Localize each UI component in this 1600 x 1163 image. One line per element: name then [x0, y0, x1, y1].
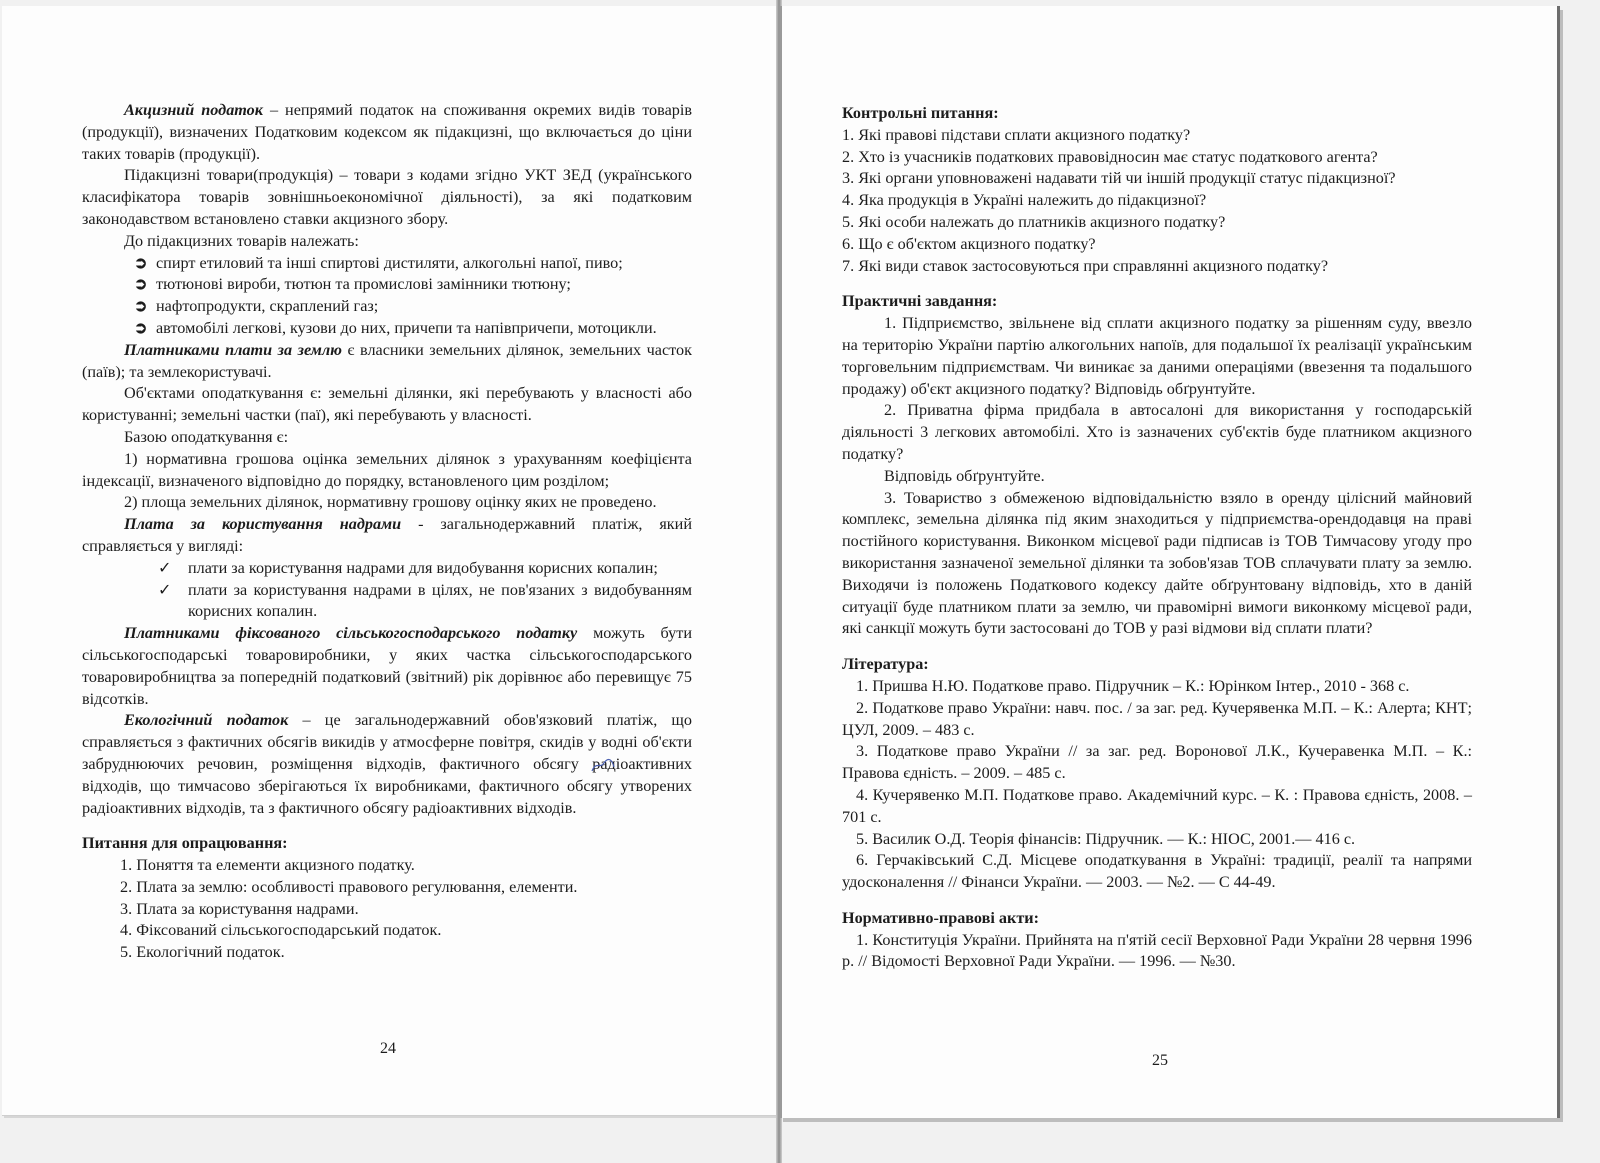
- list-item: ✓ плати за користування надрами в цілях, не пов'язаних з видобуванням корисних копалин.: [158, 580, 692, 621]
- excise-goods-definition: Підакцизні товари(продукція) – товари з кодами згідно УКТ ЗЕД (українського класифікатора товарів зовнішньоекономічної діяльності), за які податковим законодавством встановлено ставки акцизного збору.: [82, 166, 692, 228]
- land-base-item: 2) площа земельних ділянок, нормативну грошову оцінку яких не проведено.: [124, 493, 657, 512]
- list-item: ➲ автомобілі легкові, кузови до них, причепи та напівпричепи, мотоцикли.: [134, 318, 692, 340]
- control-questions-heading: Контрольні питання:: [842, 104, 999, 122]
- practical-tasks-heading: Практичні завдання:: [842, 292, 998, 311]
- control-questions-list: [842, 125, 1472, 278]
- excise-goods-list: [134, 253, 692, 340]
- list-item: 4. Фіксований сільськогосподарський податок.: [120, 921, 442, 940]
- land-base-item: 1) нормативна грошова оцінка земельних ділянок з урахуванням коефіцієнта індексації, визначеного відповідно до порядку, встановленого цим розділом;: [82, 449, 692, 490]
- practical-task-3: 3. Товариство з обмеженою відповідальністю взяло в оренду цілісний майновий комплекс, земельна ділянка під яким знаходиться у підприємства-орендодавця на праві постійного користування. Виконком місцевої ради підписав із ТОВ Тимчасову угоду про використання зазначеної земельної ділянки та зобов'язав ТОВ сплачувати плату за землю. Виходячи із положень Податкового кодексу дайте обґрунтовану відповідь, хто в даній ситуації буде платником плати за землю, чи правомірні вимоги виконкому місцевої ради, які санкції можуть бути застосовані до ТОВ у разі відмови від сплати плати?: [842, 488, 1472, 638]
- ecological-definition: Екологічний податок – це загальнодержавний обов'язковий платіж, що справляється з фактичних обсягів викидів у атмосферне повітря, скидів у водні об'єкти забруднюючих речовин, розміщення відходів, фактичного обсягу радіоактивних відходів, що тимчасово зберігаються їх виробниками, фактичного обсягу утворених радіоактивних відходів, та з фактичного обсягу радіоактивних відходів.: [82, 711, 692, 817]
- list-item: 5. Екологічний податок.: [120, 943, 285, 962]
- study-questions-heading: Питання для опрацювання:: [82, 834, 288, 853]
- arrow-bullet-icon: ➲: [134, 253, 148, 272]
- study-questions-list: [120, 855, 692, 964]
- literature-heading: Література:: [842, 655, 929, 674]
- list-item: ✓ плати за користування надрами для видобування корисних копалин;: [158, 558, 692, 580]
- normative-acts-heading: Нормативно-правові акти:: [842, 908, 1039, 927]
- list-item: 4. Яка продукція в Україні належить до підакцизної?: [842, 191, 1207, 210]
- list-item: ➲ нафтопродукти, скраплений газ;: [134, 296, 692, 318]
- list-item: 3. Плата за користування надрами.: [120, 899, 359, 918]
- list-item: 3. Які органи уповноважені надавати тій чи іншій продукції статус підакцизної?: [842, 169, 1396, 188]
- list-item: 4. Кучерявенко М.П. Податкове право. Академічний курс. – К. : Правова єдність, 2008. – 701 с.: [842, 785, 1472, 826]
- literature-list: [842, 676, 1472, 894]
- right-page-content: [842, 103, 1472, 973]
- arrow-bullet-icon: ➲: [134, 297, 148, 316]
- list-item: 1. Пришва Н.Ю. Податкове право. Підручник – К.: Юрінком Інтер., 2010 - 368 с.: [856, 676, 1410, 695]
- list-item: 2. Плата за землю: особливості правового регулювання, елементи.: [120, 877, 578, 896]
- list-item: 7. Які види ставок застосовуються при справлянні акцизного податку?: [842, 256, 1329, 275]
- excise-term: Акцизний податок: [124, 101, 263, 119]
- fixed-agri-term: Платниками фіксованого сільськогосподарського податку: [124, 624, 578, 643]
- excise-definition: Акцизний податок – непрямий податок на споживання окремих видів товарів (продукції), визначених Податковим кодексом як підакцизні, що включається до ціни таких товарів (продукції).: [82, 101, 692, 163]
- list-item: 1. Конституція України. Прийнята на п'ятій сесії Верховної Ради України 28 червня 1996 р. // Відомості Верховної Ради України. — 1996. — №30.: [842, 930, 1472, 971]
- practical-task-2-answer: Відповідь обґрунтуйте.: [884, 466, 1045, 485]
- land-payers: Платниками плати за землю є власники земельних ділянок, земельних часток (паїв); та землекористувачі.: [82, 340, 692, 381]
- page-number: 25: [1152, 1052, 1168, 1069]
- list-item: 3. Податкове право України // за заг. ред. Воронової Л.К., Кучеравенка М.П. – К.: Правова єдність. – 2009. – 485 с.: [842, 742, 1472, 783]
- checkmark-icon: ✓: [158, 558, 172, 577]
- land-base-intro: Базою оподаткування є:: [124, 427, 289, 446]
- list-item: 1. Які правові підстави сплати акцизного податку?: [842, 125, 1191, 144]
- fixed-agri-definition: Платниками фіксованого сільськогосподарського податку можуть бути сільськогосподарські товаровиробники, у яких частка сільськогосподарського товаровиробництва за попередній податковий (звітний) рік дорівнює або перевищує 75 відсотків.: [82, 624, 692, 708]
- land-objects: Об'єктами оподаткування є: земельні ділянки, які перебувають у власності або користуванні; земельні частки (паї), які перебувають у власності.: [82, 384, 692, 425]
- list-item: 6. Герчаківський С.Д. Місцеве оподаткування в Україні: традиції, реалії та напрями удосконалення // Фінанси України. — 2003. — №2. — С 44-49.: [842, 851, 1472, 892]
- list-item: ➲ спирт етиловий та інші спиртові дистиляти, алкогольні напої, пиво;: [134, 253, 692, 275]
- subsoil-term: Плата за користування надрами: [124, 515, 402, 534]
- arrow-bullet-icon: ➲: [134, 275, 148, 294]
- checkmark-icon: ✓: [158, 580, 172, 599]
- arrow-bullet-icon: ➲: [134, 318, 148, 337]
- pen-mark-icon: [590, 757, 616, 773]
- right-page: [780, 6, 1560, 1118]
- ecological-term: Екологічний податок: [124, 711, 289, 730]
- excise-goods-intro: До підакцизних товарів належать:: [124, 231, 359, 250]
- subsoil-list: [158, 558, 692, 623]
- list-item: 6. Що є об'єктом акцизного податку?: [842, 234, 1096, 253]
- list-item: 2. Хто із учасників податкових правовідносин має статус податкового агента?: [842, 147, 1378, 166]
- land-term: Платниками плати за землю: [124, 340, 342, 359]
- left-page-content: [82, 100, 692, 964]
- left-page: [2, 6, 776, 1116]
- list-item: 2. Податкове право України: навч. пос. / за заг. ред. Кучерявенка М.П. – К.: Алерта; КНТ; ЦУЛ, 2009. – 483 с.: [842, 698, 1472, 739]
- list-item: 5. Василик О.Д. Теорія фінансів: Підручник. — К.: НІОС, 2001.— 416 с.: [856, 829, 1356, 848]
- practical-task-1: 1. Підприємство, звільнене від сплати акцизного податку за рішенням суду, ввезло на територію України партію алкогольних напоїв, для подальшої їх реалізації українським торговельним підприємствам. Чи виникає за даними операціями (ввезення та подальшого продажу) об'єкт акцизного податку? Відповідь обґрунтуйте.: [842, 314, 1472, 398]
- list-item: 1. Поняття та елементи акцизного податку.: [120, 856, 415, 875]
- list-item: ➲ тютюнові вироби, тютюн та промислові замінники тютюну;: [134, 274, 692, 296]
- normative-acts-list: [842, 930, 1472, 974]
- subsoil-definition: Плата за користування надрами - загальнодержавний платіж, який справляється у вигляді:: [82, 515, 693, 555]
- page-number: 24: [380, 1040, 396, 1057]
- list-item: 5. Які особи належать до платників акцизного податку?: [842, 212, 1226, 231]
- practical-task-2: 2. Приватна фірма придбала в автосалоні для використання у господарській діяльності 3 легкових автомобілі. Хто із зазначених суб'єктів буде платником акцизного податку?: [842, 401, 1472, 463]
